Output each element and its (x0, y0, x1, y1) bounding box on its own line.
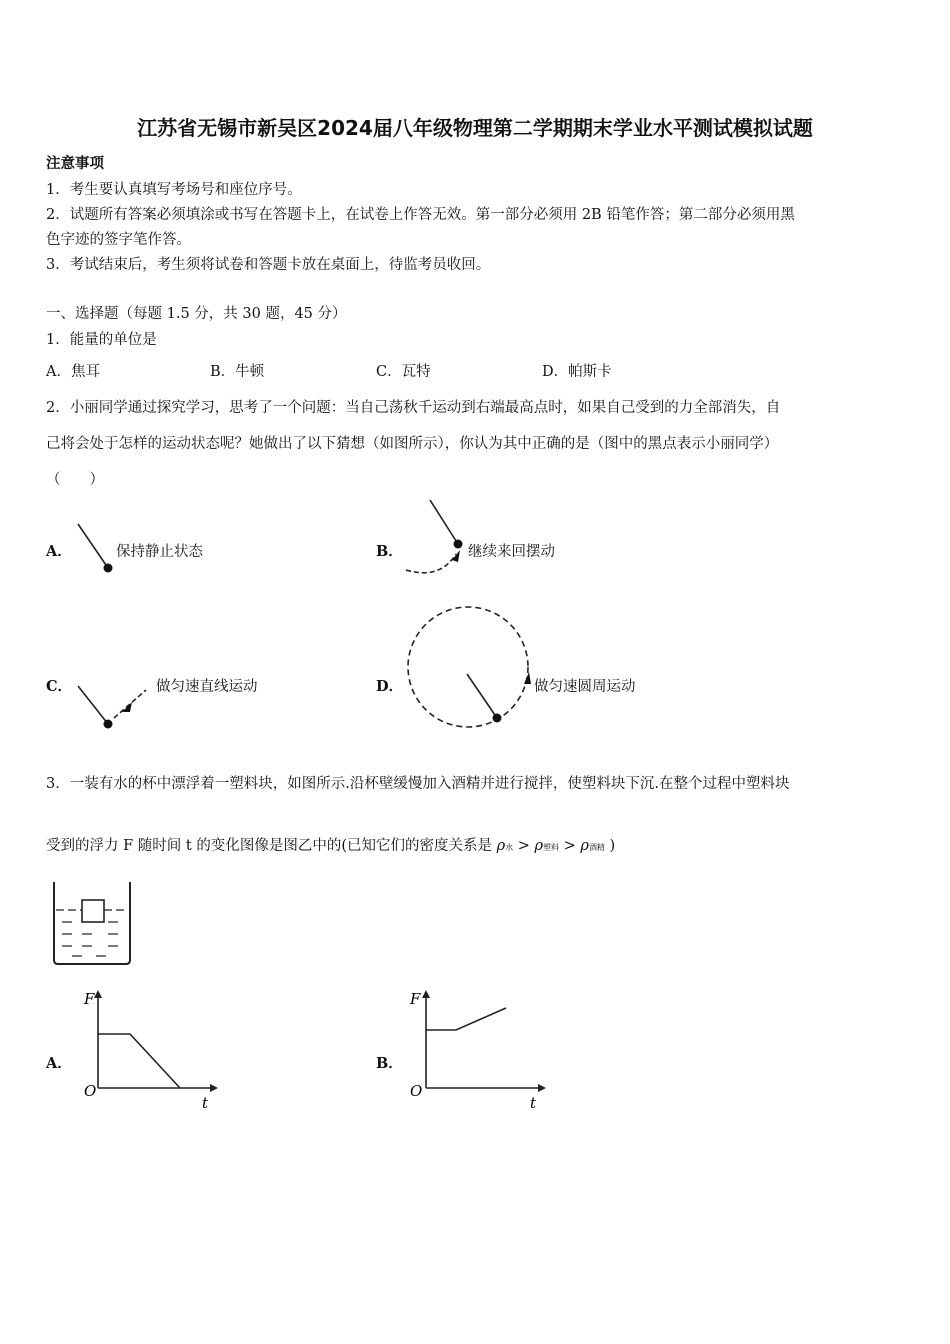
q2-option-c-letter: C． (46, 678, 73, 695)
question-3-line: 3．一装有水的杯中漂浮着一塑料块，如图所示.沿杯壁缓慢加入酒精并进行搅拌，使塑料块下沉.在整个过程中塑料块 (46, 776, 790, 792)
q3-option-b-graph (408, 988, 548, 1112)
q2-option-c-figure (74, 680, 164, 740)
question-2-line: 己将会处于怎样的运动状态呢？她做出了以下猜想（如图所示），你认为其中正确的是（图中的黑点表示小丽同学） (46, 436, 779, 452)
q2-option-d-letter: D． (376, 678, 404, 695)
notice-item: 1．考生要认真填写考场号和座位序号。 (46, 182, 302, 198)
question-1-stem: 1．能量的单位是 (46, 332, 157, 348)
q3-b-axis-y: F (410, 990, 421, 1008)
q2-option-d-text: 做匀速圆周运动 (534, 679, 636, 695)
q2-option-c-text: 做匀速直线运动 (156, 679, 258, 695)
question-2-bracket: （ ） (46, 472, 104, 488)
q3-b-axis-x: t (530, 1094, 537, 1112)
notice-item: 色字迹的签字笔作答。 (46, 232, 191, 248)
q2-option-a-text: 保持静止状态 (116, 544, 203, 560)
question-2-line: 2．小丽同学通过探究学习，思考了一个问题：当自己荡秋千运动到右端最高点时，如果自己受到的力全部消失，自 (46, 400, 781, 416)
q2-option-b-text: 继续来回摆动 (468, 544, 555, 560)
q3-a-axis-x: t (202, 1094, 209, 1112)
page-title: 江苏省无锡市新吴区2024届八年级物理第二学期期末学业水平测试模拟试题 (137, 116, 813, 140)
notice-heading: 注意事项 (46, 155, 104, 172)
q2-option-b-letter: B． (376, 543, 403, 560)
notice-item: 3．考试结束后，考生须将试卷和答题卡放在桌面上，待监考员收回。 (46, 257, 491, 273)
q3-a-axis-y: F (84, 990, 95, 1008)
question-3-line: 受到的浮力 F 随时间 t 的变化图像是图乙中的(已知它们的密度关系是 ρ水 > ρ塑料 > ρ酒精 ) (46, 838, 616, 854)
q1-option-c: C．瓦特 (376, 364, 431, 380)
section-heading: 一、选择题（每题 1.5 分，共 30 题，45 分） (46, 306, 347, 322)
q2-option-d-figure (405, 604, 535, 734)
q1-option-b: B．牛顿 (210, 364, 265, 380)
density-formula: ρ水 > ρ塑料 > ρ酒精 (496, 838, 605, 854)
q1-option-a: A．焦耳 (46, 364, 100, 380)
q3-option-b-letter: B． (376, 1055, 403, 1072)
cup-figure (50, 880, 135, 970)
q3-a-origin: O (84, 1082, 97, 1100)
q1-option-d: D．帕斯卡 (542, 364, 612, 380)
q3-option-a-graph (80, 988, 220, 1112)
q3-b-origin: O (410, 1082, 423, 1100)
q3-option-a-letter: A． (46, 1055, 72, 1072)
q2-option-a-letter: A． (46, 543, 72, 560)
notice-item: 2．试题所有答案必须填涂或书写在答题卡上，在试卷上作答无效。第一部分必须用 2B 铅笔作答；第二部分必须用黑 (46, 207, 795, 223)
q2-option-b-figure (400, 498, 470, 578)
